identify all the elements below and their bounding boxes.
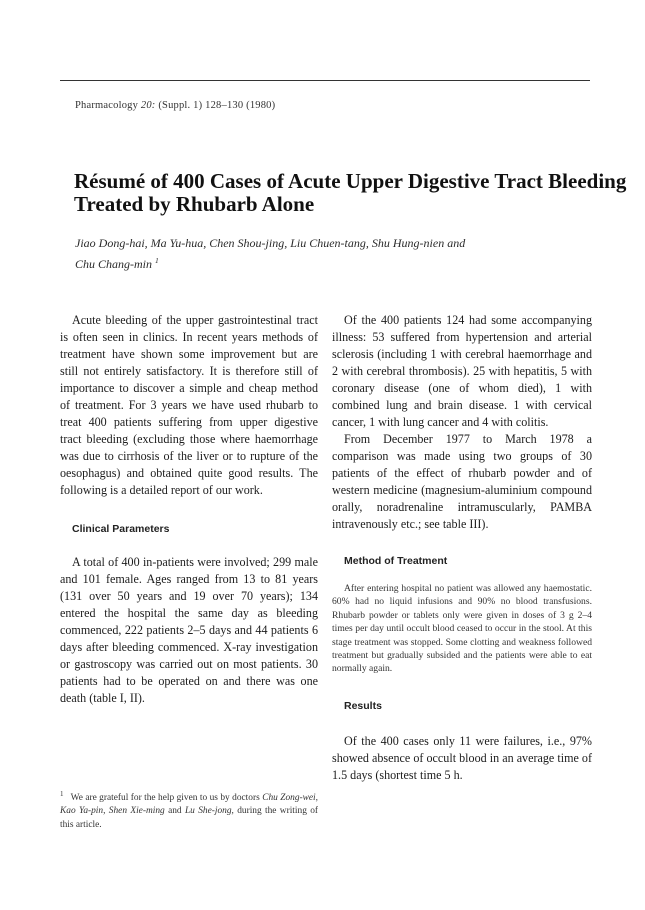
top-rule	[60, 80, 590, 81]
author-list	[75, 235, 595, 273]
journal-name: Pharmacology	[75, 100, 139, 111]
results-heading: Results	[344, 699, 382, 712]
intro-paragraph: Acute bleeding of the upper gastrointestinal tract is often seen in clinics. In recent years methods of treatment have shown some improvement but are still not entirely satisfactory. It is therefore still of importance to discover a simple and cheap method of treatment. For 3 years we have used rhubarb to treat 400 patients suffering from upper digestive tract bleeding (excluding those where haemorrhage was due to cirrhosis of the liver or to rupture of the oesophagus) and obtained quite good results. The following is a detailed report of our work.	[60, 313, 318, 497]
left-column	[60, 312, 318, 707]
footnote-marker: 1	[60, 790, 64, 798]
method-heading: Method of Treatment	[344, 555, 448, 567]
clinical-parameters-heading: Clinical Parameters	[72, 523, 170, 535]
results-paragraph: Of the 400 cases only 11 were failures, i.e., 97% showed absence of occult blood in an average time of 1.5 days (shortest time 5 h.	[332, 733, 592, 782]
footnote-text-before: We are grateful for the help given to us by doctors	[70, 793, 260, 804]
title-line-2: Treated by Rhubarb Alone	[74, 192, 315, 216]
article-title	[74, 169, 627, 216]
method-paragraph: After entering hospital no patient was allowed any haemostatic. 60% had no liquid infusions and 90% no blood transfusions. Rhubarb powder or tablets only were given in doses of 3 g 2–4 times per day until occult blood ceased to occur in the stool. At this stage treatment was stopped. Some clotting and weakness followed treatment but gradually subsided and the patients were able to eat normally again.	[332, 583, 592, 675]
authors-line-2	[75, 252, 595, 273]
method-section	[332, 582, 592, 676]
author-footnote-marker: 1	[155, 256, 159, 265]
footnote-names: Chu Zong-wei, Kao Ya-pin, Shen Xie-ming	[60, 793, 319, 817]
authors-last-name: Chu Chang-min	[75, 257, 153, 271]
right-column	[332, 312, 592, 784]
authors-line-1: Jiao Dong-hai, Ma Yu-hua, Chen Shou-jing, Liu Chuen-tang, Shu Hung-nien and	[75, 236, 466, 250]
title-line-1: Résumé of 400 Cases of Acute Upper Digestive Tract Bleeding	[74, 169, 627, 193]
journal-volume: 20:	[140, 100, 156, 111]
footnote-and: and	[168, 806, 182, 817]
journal-citation	[75, 100, 275, 111]
footnote	[60, 788, 318, 832]
footnote-text-after: during the writing of this article.	[60, 806, 319, 830]
journal-details: (Suppl. 1) 128–130 (1980)	[158, 100, 276, 111]
clinical-paragraph: A total of 400 in-patients were involved; 299 male and 101 female. Ages ranged from 13 to 81 years (131 over 50 years and 19 over 70 years); 134 entered the hospital the same day as bleeding commenced, 222 patients 2–5 days and 44 patients 6 days after bleeding commenced. X-ray investigation or gastroscopy was carried out on most patients. 30 patients had to be operated on and there was one death (table I, II).	[60, 555, 318, 705]
footnote-name-last: Lu She-jong,	[184, 806, 234, 817]
illness-paragraph: Of the 400 patients 124 had some accompanying illness: 53 suffered from hypertension and arterial sclerosis (including 1 with cerebral haemorrhage and 2 with cerebral thrombosis). 25 with hepatitis, 5 with coronary disease (one of whom died), 1 with combined lung and brain disease. 1 with cervical cancer, 1 with lung cancer and 4 with colitis.	[332, 313, 592, 429]
comparison-paragraph: From December 1977 to March 1978 a comparison was made using two groups of 30 patients of the effect of rhubarb powder and of western medicine (magnesium-aluminium compound orally, noradrenaline intramuscularly, PAMBA intravenously etc.; see table III).	[332, 432, 592, 531]
